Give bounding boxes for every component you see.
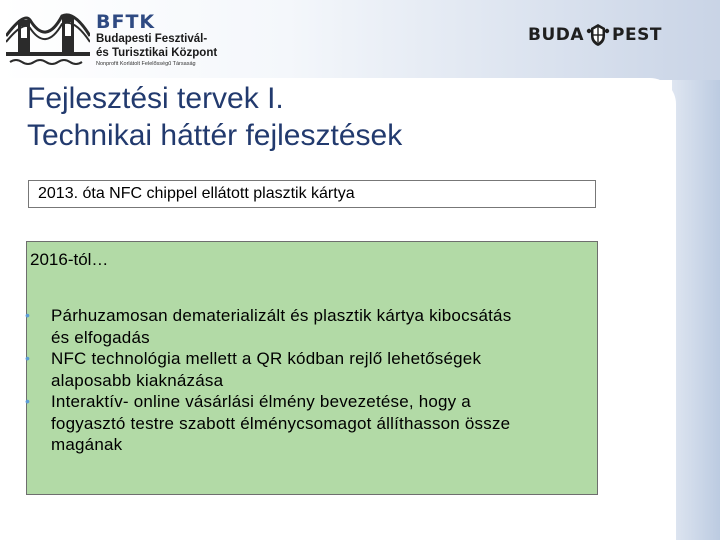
bullet-line: alaposabb kiaknázása — [51, 370, 224, 390]
bftk-abbreviation: BFTK — [96, 11, 156, 33]
bullet-line: NFC technológia mellett a QR kódban rejlő lehetőségek — [51, 349, 482, 368]
bullet-line: Párhuzamosan dematerializált és plasztik kártya kibocsátás — [51, 306, 512, 325]
bftk-chain-bridge-logo — [6, 6, 90, 68]
budapest-crest-icon — [585, 22, 611, 48]
bftk-name-line3: Nonprofit Korlátolt Felelősségű Társaság — [96, 61, 196, 67]
plans-2016-box — [26, 241, 598, 495]
slide-title — [27, 80, 402, 154]
bullet-marker-icon: • — [25, 393, 31, 409]
slide-title-line1: Fejlesztési tervek I. — [27, 82, 284, 115]
bftk-name-line2: és Turisztikai Központ — [96, 47, 218, 59]
plans-bullet-list — [27, 305, 587, 456]
bullet-line: Interaktív- online vásárlási élmény bevezetése, hogy a — [51, 392, 471, 411]
bullet-marker-icon: • — [25, 350, 31, 366]
budapest-logo-left: BUDA — [528, 25, 585, 45]
right-decorative-band — [672, 80, 720, 540]
bftk-logo-text — [96, 12, 217, 68]
budapest-logo-right: PEST — [612, 25, 662, 45]
budapest-logo — [528, 22, 662, 48]
bullet-line: fogyasztó testre szabott élménycsomagot állíthasson össze — [51, 413, 511, 433]
nfc-info-text: 2013. óta NFC chippel ellátott plasztik kártya — [38, 185, 355, 202]
bullet-item — [27, 391, 587, 456]
slide-title-line2: Technikai háttér fejlesztések — [27, 119, 403, 152]
plans-2016-heading: 2016-tól… — [30, 250, 109, 269]
bullet-item — [27, 305, 587, 348]
bullet-line: magának — [51, 435, 123, 454]
nfc-info-box — [28, 180, 596, 208]
bullet-item — [27, 348, 587, 391]
bullet-marker-icon: • — [25, 307, 31, 323]
bftk-name-line1: Budapesti Fesztivál- — [96, 33, 208, 45]
bullet-line: és elfogadás — [51, 327, 150, 347]
